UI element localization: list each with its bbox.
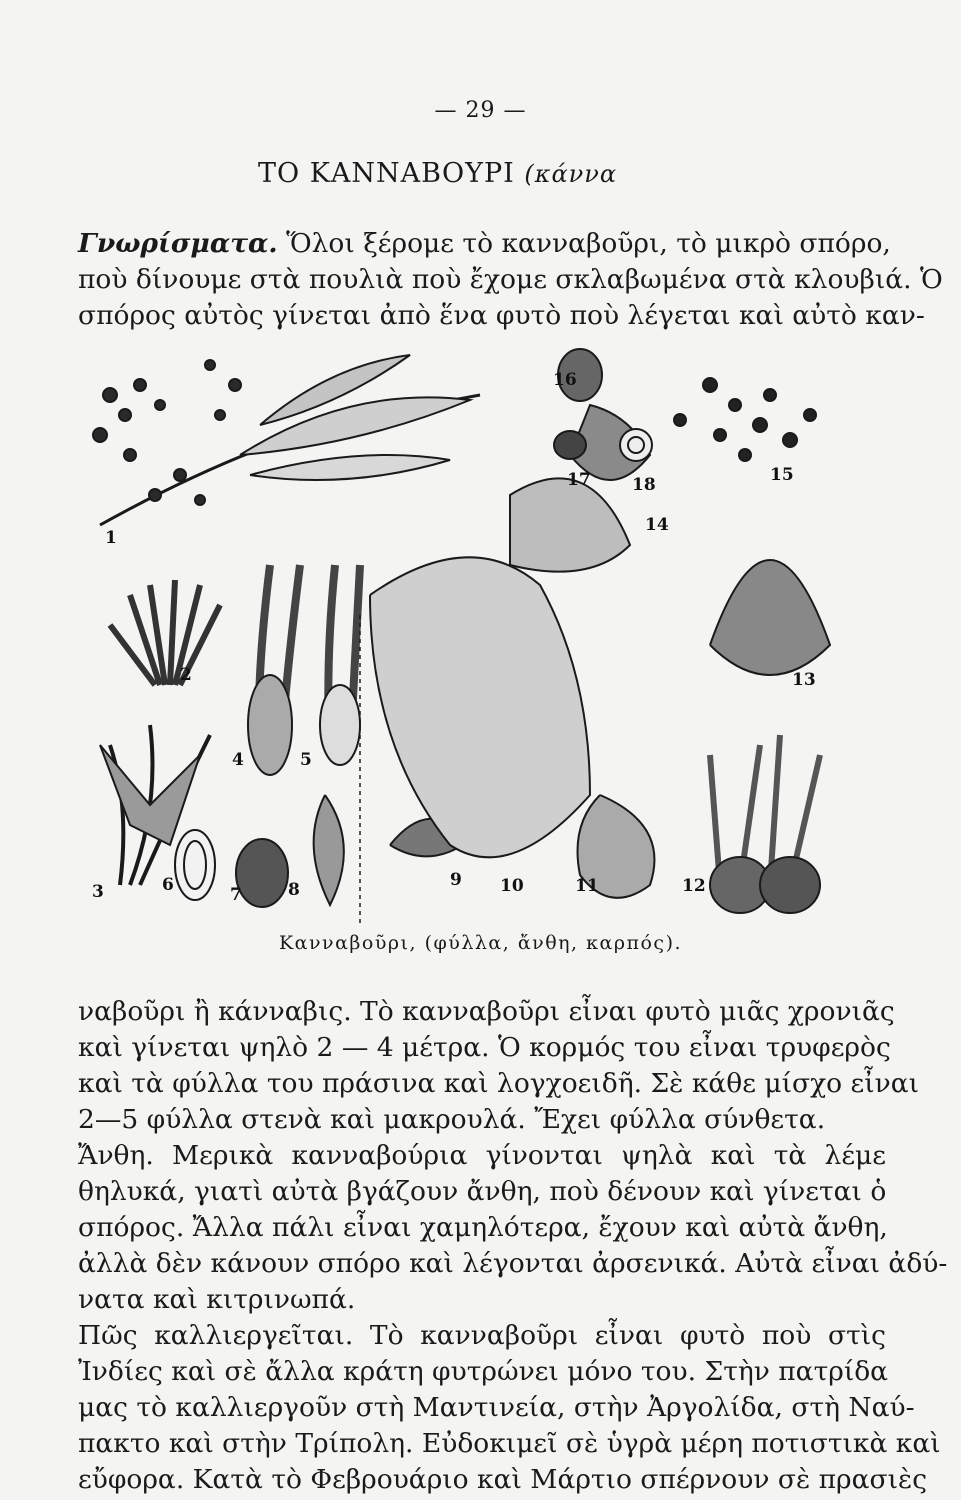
fig-label: 1 bbox=[105, 528, 117, 548]
fig-label: 9 bbox=[450, 870, 462, 890]
fig-label: 18 bbox=[632, 475, 656, 495]
body-line: ἀλλὰ δὲν κάνουν σπόρο καὶ λέγονται ἀρσενικά. Αὐτὰ εἶναι ἀδύ- bbox=[78, 1248, 948, 1279]
body-line: πακτο καὶ στὴν Τρίπολη. Εὐδοκιμεῖ σὲ ὑγρὰ μέρη ποτιστικὰ καὶ bbox=[78, 1428, 941, 1459]
body-line: Ἰνδίες καὶ σὲ ἄλλα κράτη φυτρώνει μόνο του. Στὴν πατρίδα bbox=[78, 1356, 889, 1387]
body-line: ναβοῦρι ἢ κάνναβις. Τὸ κανναβοῦρι εἶναι φυτὸ μιᾶς χρονιᾶς bbox=[78, 996, 895, 1027]
body-line: Ἄνθη. Μερικὰ κανναβούρια γίνονται ψηλὰ καὶ τὰ λέμε bbox=[78, 1140, 886, 1171]
fig-label: 7 bbox=[230, 885, 242, 905]
fig-label: 2 bbox=[180, 665, 192, 685]
intro-line-2: ποὺ δίνουμε στὰ πουλιὰ ποὺ ἔχομε σκλαβωμένα στὰ κλουβιά. Ὁ bbox=[78, 264, 943, 295]
fig-label: 17 bbox=[567, 470, 591, 490]
fig-label: 15 bbox=[770, 465, 794, 485]
body-line: μας τὸ καλλιεργοῦν στὴ Μαντινεία, στὴν Ἀργολίδα, στὴ Ναύ- bbox=[78, 1392, 915, 1423]
fig-label: 10 bbox=[500, 876, 524, 896]
body-line: σπόρος. Ἄλλα πάλι εἶναι χαμηλότερα, ἔχουν καὶ αὐτὰ ἄνθη, bbox=[78, 1212, 888, 1243]
body-line: καὶ γίνεται ψηλὸ 2 — 4 μέτρα. Ὁ κορμός του εἶναι τρυφερὸς bbox=[78, 1032, 891, 1063]
body-paragraph bbox=[78, 994, 948, 1498]
intro-heading: Γνωρίσματα. bbox=[78, 228, 278, 259]
fig-label: 16 bbox=[553, 370, 577, 390]
title-main: ΤΟ ΚΑΝΝΑΒΟΥΡΙ bbox=[258, 158, 515, 189]
title-paren: (κάννα bbox=[524, 160, 618, 188]
body-line: Πῶς καλλιεργεῖται. Τὸ κανναβοῦρι εἶναι φυτὸ ποὺ στὶς bbox=[78, 1320, 886, 1351]
fig-label: 4 bbox=[232, 750, 244, 770]
body-line: νατα καὶ κιτρινωπά. bbox=[78, 1284, 356, 1315]
fig-label: 3 bbox=[92, 882, 104, 902]
body-line: καὶ τὰ φύλλα του πράσινα καὶ λογχοειδῆ. Σὲ κάθε μίσχο εἶναι bbox=[78, 1068, 920, 1099]
page-number: — 29 — bbox=[434, 98, 527, 123]
fig-label: 14 bbox=[645, 515, 669, 535]
intro-line-1: Γνωρίσματα. Ὅλοι ξέρομε τὸ κανναβοῦρι, τὸ μικρὸ σπόρο, bbox=[78, 228, 891, 259]
body-line: θηλυκά, γιατὶ αὐτὰ βγάζουν ἄνθη, ποὺ δένουν καὶ γίνεται ὁ bbox=[78, 1176, 887, 1207]
body-line: 2—5 φύλλα στενὰ καὶ μακρουλά. Ἔχει φύλλα σύνθετα. bbox=[78, 1104, 826, 1135]
page-title bbox=[258, 158, 617, 189]
fig-label: 6 bbox=[162, 875, 174, 895]
body-line: εὔφορα. Κατὰ τὸ Φεβρουάριο καὶ Μάρτιο σπέρνουν σὲ πρασιὲς bbox=[78, 1464, 928, 1495]
intro-line-3: σπόρος αὐτὸς γίνεται ἀπὸ ἕνα φυτὸ ποὺ λέγεται καὶ αὐτὸ καν- bbox=[78, 300, 925, 331]
intro-paragraph bbox=[78, 226, 943, 334]
fig-label: 12 bbox=[682, 876, 706, 896]
fig-label: 11 bbox=[575, 876, 599, 896]
figure-caption: Κανναβοῦρι, (φύλλα, ἄνθη, καρπός). bbox=[278, 932, 683, 954]
fig-label: 8 bbox=[288, 880, 300, 900]
fig-label: 13 bbox=[792, 670, 816, 690]
hemp-illustration bbox=[70, 325, 900, 945]
fig-label: 5 bbox=[300, 750, 312, 770]
